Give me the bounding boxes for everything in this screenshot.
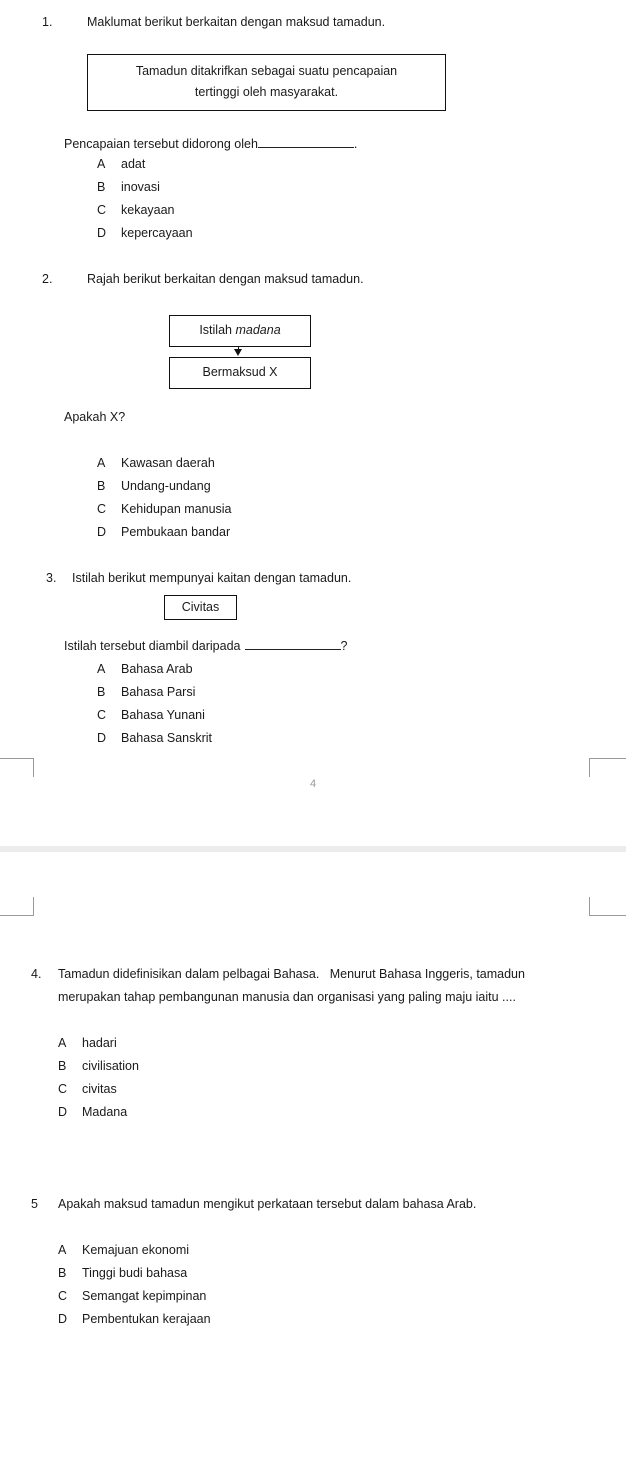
q2-prompt: Apakah X? xyxy=(64,410,126,424)
page-break-gap xyxy=(0,846,626,852)
q2-option-a-letter: A xyxy=(97,456,106,470)
q3-prompt xyxy=(64,639,347,653)
q5-option-d[interactable] xyxy=(58,1312,211,1326)
q1-option-d[interactable] xyxy=(97,226,193,240)
q1-option-b[interactable] xyxy=(97,180,160,194)
q3-option-b-letter: B xyxy=(97,685,106,699)
q3-option-c-text: Bahasa Yunani xyxy=(121,708,205,722)
q1-prompt-end: . xyxy=(353,137,358,151)
q1-stem: Maklumat berikut berkaitan dengan maksud tamadun. xyxy=(87,15,386,29)
q3-stem: Istilah berikut mempunyai kaitan dengan tamadun. xyxy=(72,571,352,585)
q1-option-b-text: inovasi xyxy=(121,180,160,194)
q3-term-box xyxy=(164,595,237,620)
q3-number: 3. xyxy=(46,571,57,585)
q1-answer-blank xyxy=(258,147,354,148)
q3-option-c[interactable] xyxy=(97,708,205,722)
q4-option-b[interactable] xyxy=(58,1059,139,1073)
crop-mark-bottom-left xyxy=(0,758,34,777)
q2-stem: Rajah berikut berkaitan dengan maksud tamadun. xyxy=(87,272,364,286)
q4-line2: merupakan tahap pembangunan manusia dan organisasi yang paling maju iaitu .... xyxy=(58,990,516,1004)
q4-option-c[interactable] xyxy=(58,1082,117,1096)
q2-option-d-letter: D xyxy=(97,525,107,539)
q5-option-b-text: Tinggi budi bahasa xyxy=(82,1266,188,1280)
q3-answer-blank xyxy=(245,649,341,650)
q5-option-d-letter: D xyxy=(58,1312,68,1326)
q4-option-b-text: civilisation xyxy=(82,1059,139,1073)
crop-mark-top-right xyxy=(589,897,626,916)
q1-option-b-letter: B xyxy=(97,180,106,194)
q4-option-a[interactable] xyxy=(58,1036,117,1050)
q4-option-c-text: civitas xyxy=(82,1082,117,1096)
q3-option-b-text: Bahasa Parsi xyxy=(121,685,196,699)
q5-option-a-letter: A xyxy=(58,1243,67,1257)
q5-option-c[interactable] xyxy=(58,1289,206,1303)
q4-option-a-text: hadari xyxy=(82,1036,117,1050)
q5-option-b[interactable] xyxy=(58,1266,187,1280)
q1-option-c[interactable] xyxy=(97,203,175,217)
q5-option-a-text: Kemajuan ekonomi xyxy=(82,1243,190,1257)
q1-option-c-letter: C xyxy=(97,203,107,217)
q5-option-d-text: Pembentukan kerajaan xyxy=(82,1312,211,1326)
q2-option-d-text: Pembukaan bandar xyxy=(121,525,231,539)
q2-diagram-arrow-down-icon xyxy=(234,349,242,356)
q1-option-d-letter: D xyxy=(97,226,107,240)
q3-option-a-letter: A xyxy=(97,662,106,676)
q2-option-c-text: Kehidupan manusia xyxy=(121,502,232,516)
q1-info-box xyxy=(87,54,446,111)
q2-option-a[interactable] xyxy=(97,456,215,470)
q1-box-line2: tertinggi oleh masyarakat. xyxy=(194,85,339,99)
q3-term-text: Civitas xyxy=(181,600,220,614)
q1-option-a-text: adat xyxy=(121,157,146,171)
q2-diagram-bottom-box xyxy=(169,357,311,389)
q1-option-c-text: kekayaan xyxy=(121,203,175,217)
q1-number: 1. xyxy=(42,15,53,29)
q3-option-c-letter: C xyxy=(97,708,107,722)
crop-mark-top-left xyxy=(0,897,34,916)
q2-diagram-top-italic: madana xyxy=(235,323,281,337)
q5-option-c-letter: C xyxy=(58,1289,68,1303)
q1-prompt xyxy=(64,137,357,151)
q2-option-a-text: Kawasan daerah xyxy=(121,456,215,470)
q5-stem: Apakah maksud tamadun mengikut perkataan tersebut dalam bahasa Arab. xyxy=(58,1197,477,1211)
q3-prompt-text: Istilah tersebut diambil daripada xyxy=(64,639,241,653)
q3-option-a[interactable] xyxy=(97,662,193,676)
q4-option-d[interactable] xyxy=(58,1105,127,1119)
q1-option-d-text: kepercayaan xyxy=(121,226,193,240)
page-number: 4 xyxy=(309,778,317,790)
q5-option-b-letter: B xyxy=(58,1266,67,1280)
q3-option-d[interactable] xyxy=(97,731,212,745)
q2-diagram-top-prefix: Istilah xyxy=(199,323,236,337)
q5-number: 5 xyxy=(31,1197,38,1211)
q3-option-d-letter: D xyxy=(97,731,107,745)
q2-option-c-letter: C xyxy=(97,502,107,516)
q3-option-b[interactable] xyxy=(97,685,195,699)
q3-prompt-end: ? xyxy=(340,639,348,653)
q2-option-d[interactable] xyxy=(97,525,230,539)
q1-prompt-text: Pencapaian tersebut didorong oleh xyxy=(64,137,258,151)
q2-option-b[interactable] xyxy=(97,479,211,493)
q4-line1: Tamadun didefinisikan dalam pelbagai Bahasa. Menurut Bahasa Inggeris, tamadun xyxy=(58,967,525,981)
q2-option-b-text: Undang-undang xyxy=(121,479,211,493)
q3-option-a-text: Bahasa Arab xyxy=(121,662,193,676)
q2-number: 2. xyxy=(42,272,53,286)
q4-number: 4. xyxy=(31,967,42,981)
q4-option-d-letter: D xyxy=(58,1105,68,1119)
q4-option-d-text: Madana xyxy=(82,1105,128,1119)
q2-option-b-letter: B xyxy=(97,479,106,493)
q2-diagram-top-box xyxy=(169,315,311,347)
q5-option-a[interactable] xyxy=(58,1243,189,1257)
crop-mark-bottom-right xyxy=(589,758,626,777)
q1-option-a[interactable] xyxy=(97,157,145,171)
q4-option-b-letter: B xyxy=(58,1059,67,1073)
q1-option-a-letter: A xyxy=(97,157,106,171)
q2-diagram-bottom-text: Bermaksud X xyxy=(202,365,278,379)
q4-option-a-letter: A xyxy=(58,1036,67,1050)
q5-option-c-text: Semangat kepimpinan xyxy=(82,1289,207,1303)
q1-box-line1: Tamadun ditakrifkan sebagai suatu pencapaian xyxy=(135,64,398,78)
q2-option-c[interactable] xyxy=(97,502,232,516)
q3-option-d-text: Bahasa Sanskrit xyxy=(121,731,213,745)
q4-option-c-letter: C xyxy=(58,1082,68,1096)
